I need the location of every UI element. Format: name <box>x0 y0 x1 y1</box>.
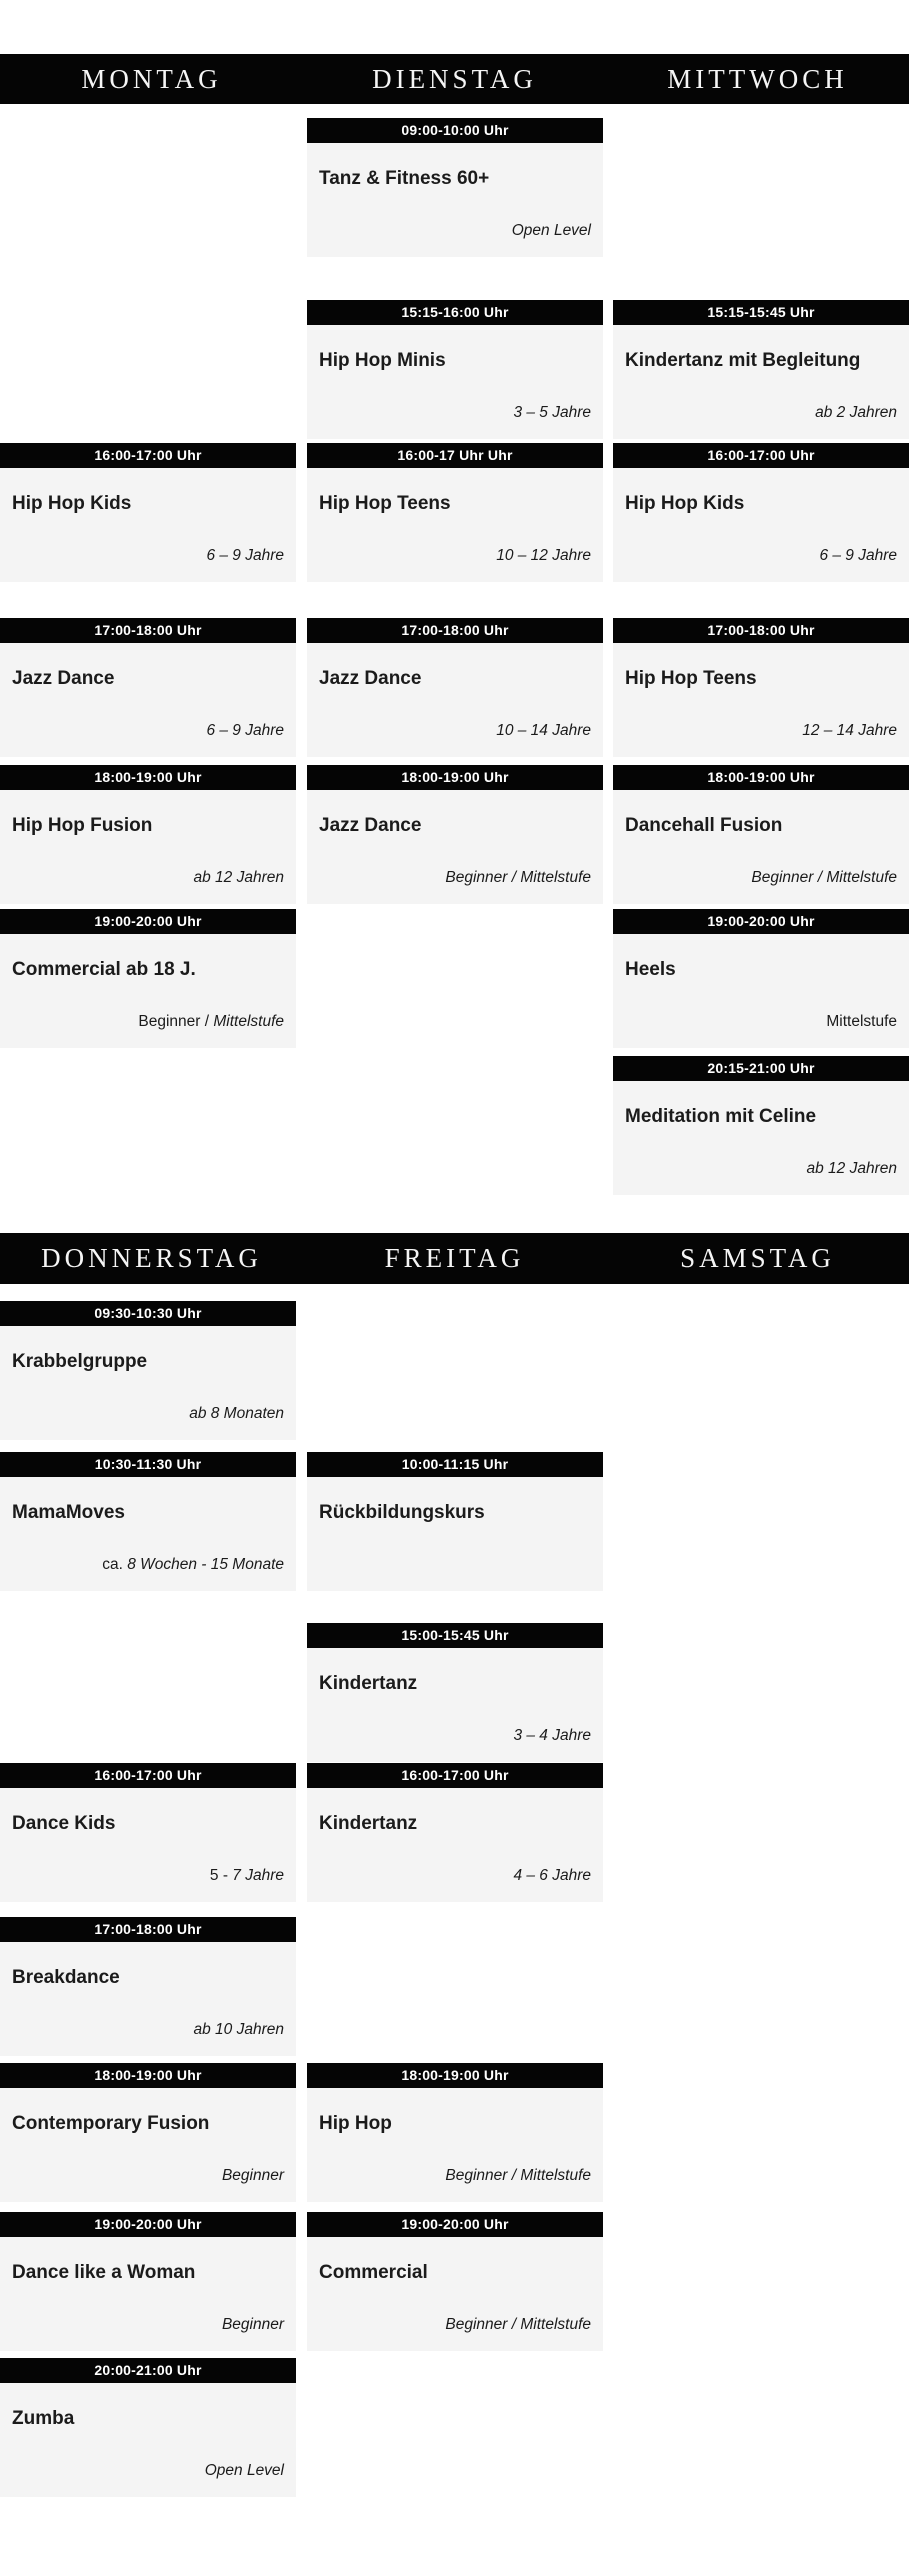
time-slot-label: 20:00-21:00 Uhr <box>0 2358 296 2383</box>
time-slot-label: 17:00-18:00 Uhr <box>0 1917 296 1942</box>
class-title: Hip Hop Minis <box>319 350 446 371</box>
class-card <box>613 765 909 904</box>
level-text: 3 – 5 Jahre <box>513 404 591 421</box>
level-text: Mittelstufe <box>826 1013 897 1030</box>
class-title: Hip Hop Fusion <box>12 815 153 836</box>
level-text: Beginner / Mittelstufe <box>445 2316 591 2333</box>
class-level <box>513 1867 591 1885</box>
level-text: 6 – 9 Jahre <box>206 722 284 739</box>
class-level <box>445 2167 591 2185</box>
class-card <box>613 443 909 582</box>
class-card-body <box>613 1081 909 1195</box>
class-card <box>0 1763 296 1902</box>
class-level <box>807 1160 898 1178</box>
class-card-body <box>613 643 909 757</box>
level-text: Beginner / Mittelstufe <box>751 869 897 886</box>
class-title: Kindertanz mit Begleitung <box>625 350 861 371</box>
time-slot-label: 18:00-19:00 Uhr <box>307 2063 603 2088</box>
class-title: Dance like a Woman <box>12 2262 196 2283</box>
class-card <box>0 443 296 582</box>
class-card-body <box>307 1648 603 1762</box>
class-card-body <box>0 790 296 904</box>
day-label-donnerstag: DONNERSTAG <box>41 1243 262 1273</box>
class-title: Commercial ab 18 J. <box>12 959 196 980</box>
class-level <box>826 1013 897 1031</box>
class-level <box>513 404 591 422</box>
day-header-bar-top <box>0 54 909 104</box>
class-card-body <box>307 468 603 582</box>
class-title: Kindertanz <box>319 1673 418 1694</box>
class-title: Zumba <box>12 2408 75 2429</box>
class-level <box>206 722 284 740</box>
level-text: 7 Jahre <box>232 1867 284 1884</box>
level-text: 8 Wochen - 15 Monate <box>127 1556 284 1573</box>
class-card <box>307 2212 603 2351</box>
class-card <box>307 1452 603 1591</box>
time-slot-label: 09:30-10:30 Uhr <box>0 1301 296 1326</box>
day-header-bar-bottom <box>0 1233 909 1284</box>
class-card <box>0 1917 296 2056</box>
class-card-body <box>0 1326 296 1440</box>
time-slot-label: 16:00-17:00 Uhr <box>613 443 909 468</box>
class-card <box>613 618 909 757</box>
class-card <box>613 300 909 439</box>
class-level <box>802 722 897 740</box>
class-card-body <box>613 325 909 439</box>
level-text: 12 – 14 Jahre <box>802 722 897 739</box>
class-title: Krabbelgruppe <box>12 1351 148 1372</box>
level-text: ab 2 Jahren <box>815 404 897 421</box>
level-text: 4 – 6 Jahre <box>513 1867 591 1884</box>
day-label-montag: MONTAG <box>81 63 222 94</box>
class-card <box>307 300 603 439</box>
class-title: Breakdance <box>12 1967 120 1988</box>
class-card <box>307 618 603 757</box>
time-slot-label: 15:15-16:00 Uhr <box>307 300 603 325</box>
time-slot-label: 18:00-19:00 Uhr <box>0 2063 296 2088</box>
class-card <box>0 1301 296 1440</box>
day-label-mittwoch: MITTWOCH <box>667 63 848 94</box>
class-title: Tanz & Fitness 60+ <box>319 168 490 189</box>
class-level <box>206 547 284 565</box>
class-card-body <box>613 790 909 904</box>
class-title: Jazz Dance <box>319 815 422 836</box>
class-card-body <box>0 643 296 757</box>
class-title: Rückbildungskurs <box>319 1502 485 1523</box>
class-card-body <box>0 2237 296 2351</box>
time-slot-label: 19:00-20:00 Uhr <box>613 909 909 934</box>
time-slot-label: 09:00-10:00 Uhr <box>307 118 603 143</box>
class-card-body <box>0 1942 296 2056</box>
class-card-body <box>307 643 603 757</box>
class-title: Jazz Dance <box>319 668 422 689</box>
level-text: ab 12 Jahren <box>193 869 284 886</box>
class-card <box>0 2212 296 2351</box>
class-card <box>0 2063 296 2202</box>
time-slot-label: 15:00-15:45 Uhr <box>307 1623 603 1648</box>
class-card <box>307 765 603 904</box>
level-text: ab 12 Jahren <box>806 1160 897 1177</box>
time-slot-label: 18:00-19:00 Uhr <box>613 765 909 790</box>
level-text: Open Level <box>204 2462 284 2479</box>
class-level <box>194 2021 285 2039</box>
level-text: 10 – 14 Jahre <box>496 722 591 739</box>
class-card-body <box>307 2088 603 2202</box>
class-card <box>613 909 909 1048</box>
class-card-body <box>307 325 603 439</box>
class-card-body <box>0 934 296 1048</box>
day-label-samstag: SAMSTAG <box>680 1243 835 1273</box>
class-card-body <box>0 1788 296 1902</box>
class-card-body <box>613 934 909 1048</box>
day-label-freitag: FREITAG <box>384 1243 525 1273</box>
class-title: Hip Hop Teens <box>625 668 757 689</box>
class-card-body <box>307 2237 603 2351</box>
time-slot-label: 15:15-15:45 Uhr <box>613 300 909 325</box>
class-level <box>222 2316 284 2334</box>
time-slot-label: 18:00-19:00 Uhr <box>307 765 603 790</box>
time-slot-label: 19:00-20:00 Uhr <box>307 2212 603 2237</box>
class-level <box>819 547 897 565</box>
class-level <box>512 222 591 240</box>
class-level <box>189 1405 284 1423</box>
time-slot-label: 17:00-18:00 Uhr <box>613 618 909 643</box>
time-slot-label: 20:15-21:00 Uhr <box>613 1056 909 1081</box>
time-slot-label: 16:00-17 Uhr Uhr <box>307 443 603 468</box>
class-title: Jazz Dance <box>12 668 115 689</box>
class-level <box>102 1556 284 1574</box>
level-text: Beginner / Mittelstufe <box>445 2167 591 2184</box>
time-slot-label: 18:00-19:00 Uhr <box>0 765 296 790</box>
level-text: Beginner / Mittelstufe <box>445 869 591 886</box>
level-text: ca. <box>102 1556 128 1573</box>
class-level <box>205 2462 284 2480</box>
time-slot-label: 17:00-18:00 Uhr <box>307 618 603 643</box>
class-card <box>307 2063 603 2202</box>
day-label-dienstag: DIENSTAG <box>372 63 537 94</box>
class-card-body <box>0 2383 296 2497</box>
class-title: Meditation mit Celine <box>625 1106 817 1127</box>
class-level <box>513 1727 591 1745</box>
time-slot-label: 16:00-17:00 Uhr <box>0 443 296 468</box>
class-title: Hip Hop Kids <box>625 493 745 514</box>
class-title: Heels <box>625 959 676 980</box>
level-text: Beginner / <box>138 1013 214 1030</box>
class-level <box>138 1013 284 1031</box>
class-card <box>307 1763 603 1902</box>
level-text: Open Level <box>511 222 591 239</box>
level-text: 10 – 12 Jahre <box>496 547 591 564</box>
class-level <box>445 869 591 887</box>
time-slot-label: 16:00-17:00 Uhr <box>307 1763 603 1788</box>
level-text: Beginner <box>221 2316 284 2333</box>
class-level <box>496 722 591 740</box>
level-text: 5 - <box>209 1867 233 1884</box>
class-level <box>496 547 591 565</box>
class-card <box>0 1452 296 1591</box>
class-card <box>0 765 296 904</box>
class-level <box>222 2167 284 2185</box>
class-card-body <box>0 468 296 582</box>
class-card <box>613 1056 909 1195</box>
class-title: Contemporary Fusion <box>12 2113 210 2134</box>
class-card <box>0 909 296 1048</box>
class-card-body <box>0 1477 296 1591</box>
level-text: Beginner <box>221 2167 284 2184</box>
class-title: Kindertanz <box>319 1813 418 1834</box>
time-slot-label: 10:00-11:15 Uhr <box>307 1452 603 1477</box>
level-text: 6 – 9 Jahre <box>206 547 284 564</box>
level-text: Mittelstufe <box>213 1013 284 1030</box>
class-card <box>307 1623 603 1762</box>
class-title: MamaMoves <box>12 1502 125 1523</box>
level-text: ab 10 Jahren <box>193 2021 284 2038</box>
class-title: Dance Kids <box>12 1813 116 1834</box>
time-slot-label: 19:00-20:00 Uhr <box>0 2212 296 2237</box>
class-level <box>751 869 897 887</box>
class-title: Hip Hop Teens <box>319 493 451 514</box>
time-slot-label: 17:00-18:00 Uhr <box>0 618 296 643</box>
level-text: 6 – 9 Jahre <box>819 547 897 564</box>
class-level <box>445 2316 591 2334</box>
time-slot-label: 16:00-17:00 Uhr <box>0 1763 296 1788</box>
class-card <box>307 443 603 582</box>
class-title: Hip Hop <box>319 2113 392 2134</box>
class-level <box>210 1867 284 1885</box>
class-title: Dancehall Fusion <box>625 815 783 836</box>
class-level <box>194 869 285 887</box>
class-card-body <box>307 1788 603 1902</box>
class-card <box>0 2358 296 2497</box>
class-title: Hip Hop Kids <box>12 493 132 514</box>
class-card-body <box>307 143 603 257</box>
class-card-body <box>0 2088 296 2202</box>
time-slot-label: 19:00-20:00 Uhr <box>0 909 296 934</box>
class-card <box>307 118 603 257</box>
class-level <box>815 404 897 422</box>
class-title: Commercial <box>319 2262 428 2283</box>
class-card <box>0 618 296 757</box>
class-card-body <box>307 1477 603 1591</box>
level-text: 3 – 4 Jahre <box>513 1727 591 1744</box>
class-card-body <box>307 790 603 904</box>
time-slot-label: 10:30-11:30 Uhr <box>0 1452 296 1477</box>
level-text: ab 8 Monaten <box>189 1405 284 1422</box>
class-card-body <box>613 468 909 582</box>
